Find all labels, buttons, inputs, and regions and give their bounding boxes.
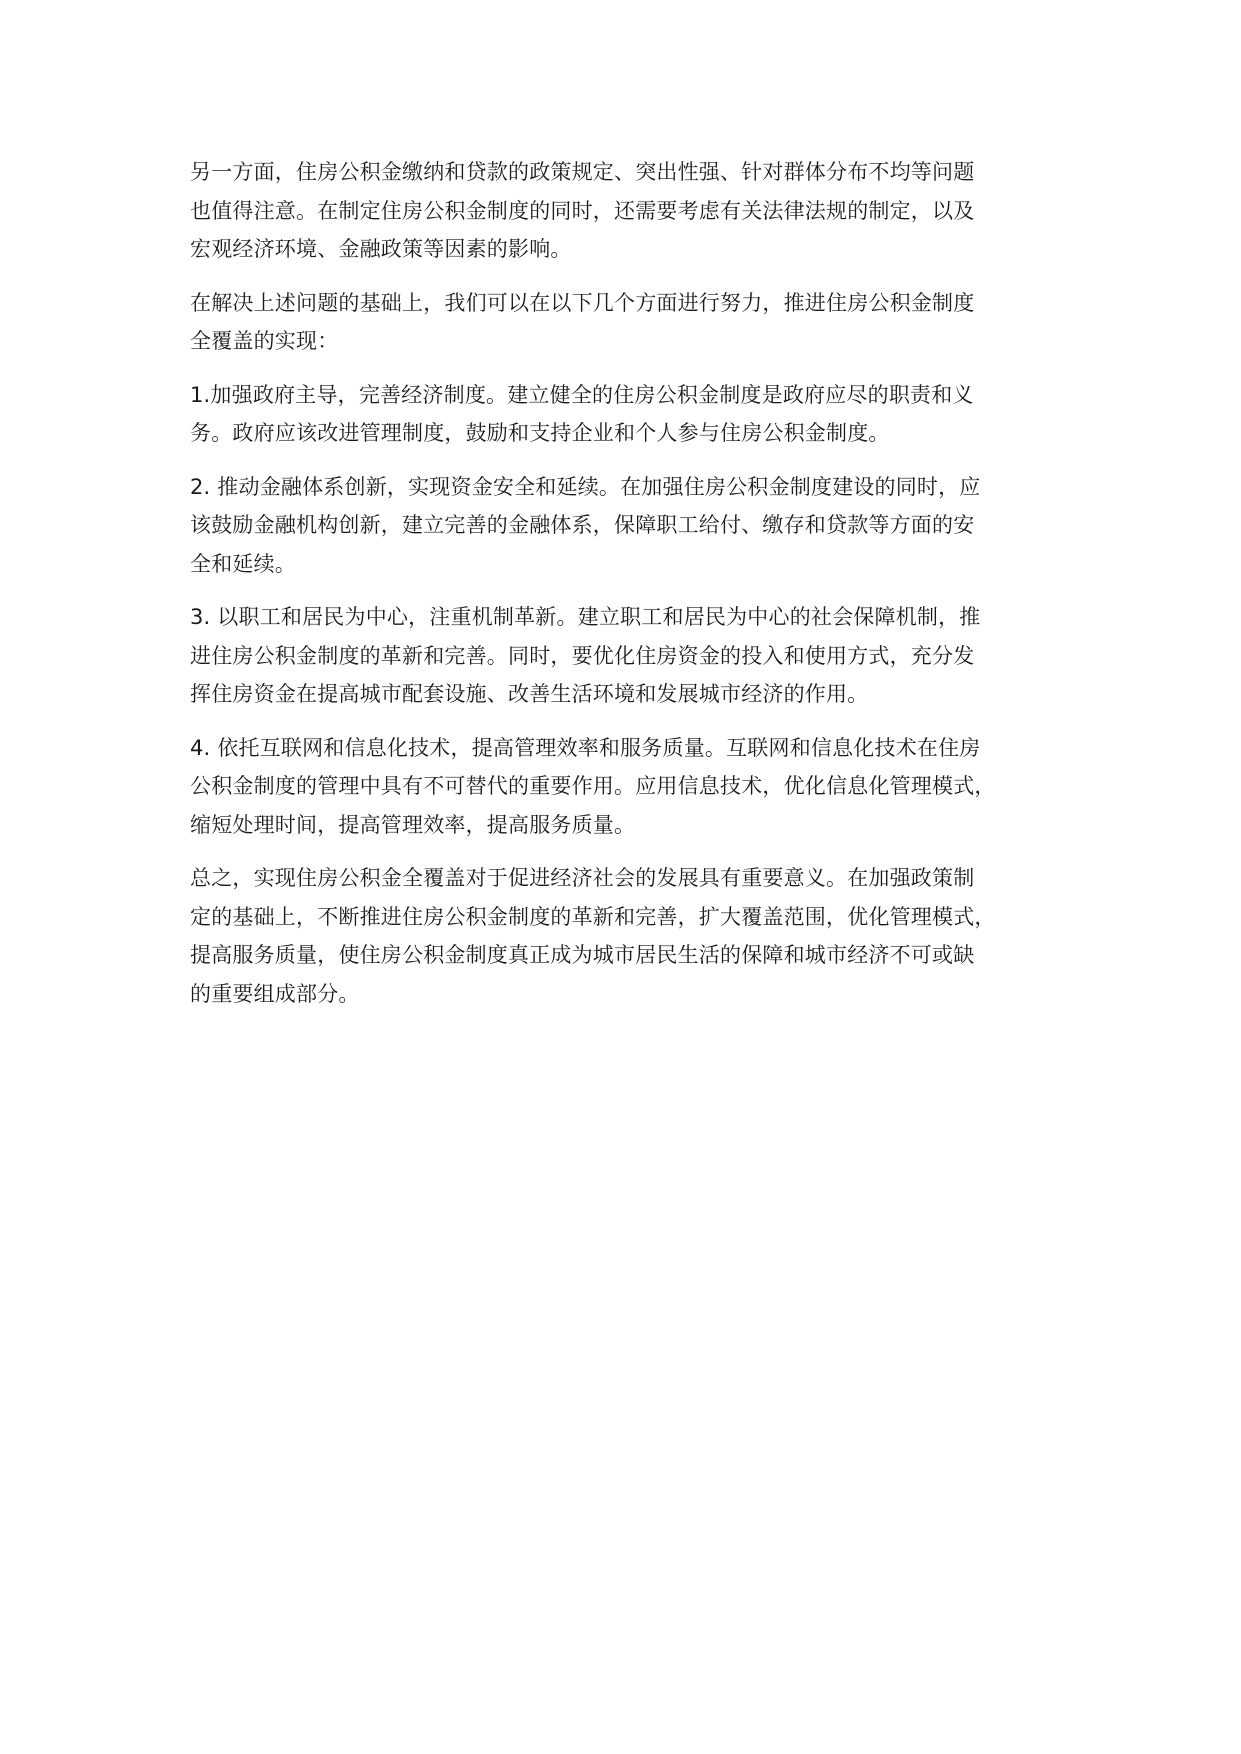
text-line: 该鼓励金融机构创新，建立完善的金融体系，保障职工给付、缴存和贷款等方面的安 xyxy=(190,513,975,537)
text-line: 提高服务质量，使住房公积金制度真正成为城市居民生活的保障和城市经济不可或缺 xyxy=(190,943,975,967)
text-line: 4. 依托互联网和信息化技术，提高管理效率和服务质量。互联网和信息化技术在住房 xyxy=(190,735,981,760)
text-line: 2. 推动金融体系创新，实现资金安全和延续。在加强住房公积金制度建设的同时，应 xyxy=(190,474,981,499)
text-line: 宏观经济环境、金融政策等因素的影响。 xyxy=(190,237,572,261)
text-line: 全覆盖的实现： xyxy=(190,329,339,353)
paragraph-measure-3 xyxy=(190,598,1070,714)
text-line: 在解决上述问题的基础上，我们可以在以下几个方面进行努力，推进住房公积金制度 xyxy=(190,290,975,315)
text-line: 进住房公积金制度的革新和完善。同时，要优化住房资金的投入和使用方式，充分发 xyxy=(190,643,975,668)
text-line: 也值得注意。在制定住房公积金制度的同时，还需要考虑有关法律法规的制定，以及 xyxy=(190,198,975,223)
text-line: 另一方面，住房公积金缴纳和贷款的政策规定、突出性强、针对群体分布不均等问题 xyxy=(190,160,975,184)
text-line: 的重要组成部分。 xyxy=(190,981,360,1006)
paragraph-conclusion xyxy=(190,859,1070,1013)
text-line: 全和延续。 xyxy=(190,551,296,576)
paragraph-intro-measures xyxy=(190,284,1070,361)
text-line: 总之，实现住房公积金全覆盖对于促进经济社会的发展具有重要意义。在加强政策制 xyxy=(190,866,975,890)
paragraph-other-aspects xyxy=(190,153,1070,269)
text-line: 挥住房资金在提高城市配套设施、改善生活环境和发展城市经济的作用。 xyxy=(190,682,869,706)
paragraph-measure-2 xyxy=(190,468,1070,584)
paragraph-measure-1 xyxy=(190,376,1070,453)
text-line: 1.加强政府主导，完善经济制度。建立健全的住房公积金制度是政府应尽的职责和义 xyxy=(190,382,974,407)
document-body xyxy=(190,153,1070,1028)
text-line: 务。政府应该改进管理制度，鼓励和支持企业和个人参与住房公积金制度。 xyxy=(190,421,890,445)
paragraph-measure-4 xyxy=(190,729,1070,845)
text-line: 3. 以职工和居民为中心，注重机制革新。建立职工和居民为中心的社会保障机制，推 xyxy=(190,605,981,629)
text-line: 缩短处理时间，提高管理效率，提高服务质量。 xyxy=(190,812,636,837)
text-line: 公积金制度的管理中具有不可替代的重要作用。应用信息技术，优化信息化管理模式， xyxy=(190,774,996,798)
text-line: 定的基础上，不断推进住房公积金制度的革新和完善，扩大覆盖范围，优化管理模式， xyxy=(190,904,996,929)
